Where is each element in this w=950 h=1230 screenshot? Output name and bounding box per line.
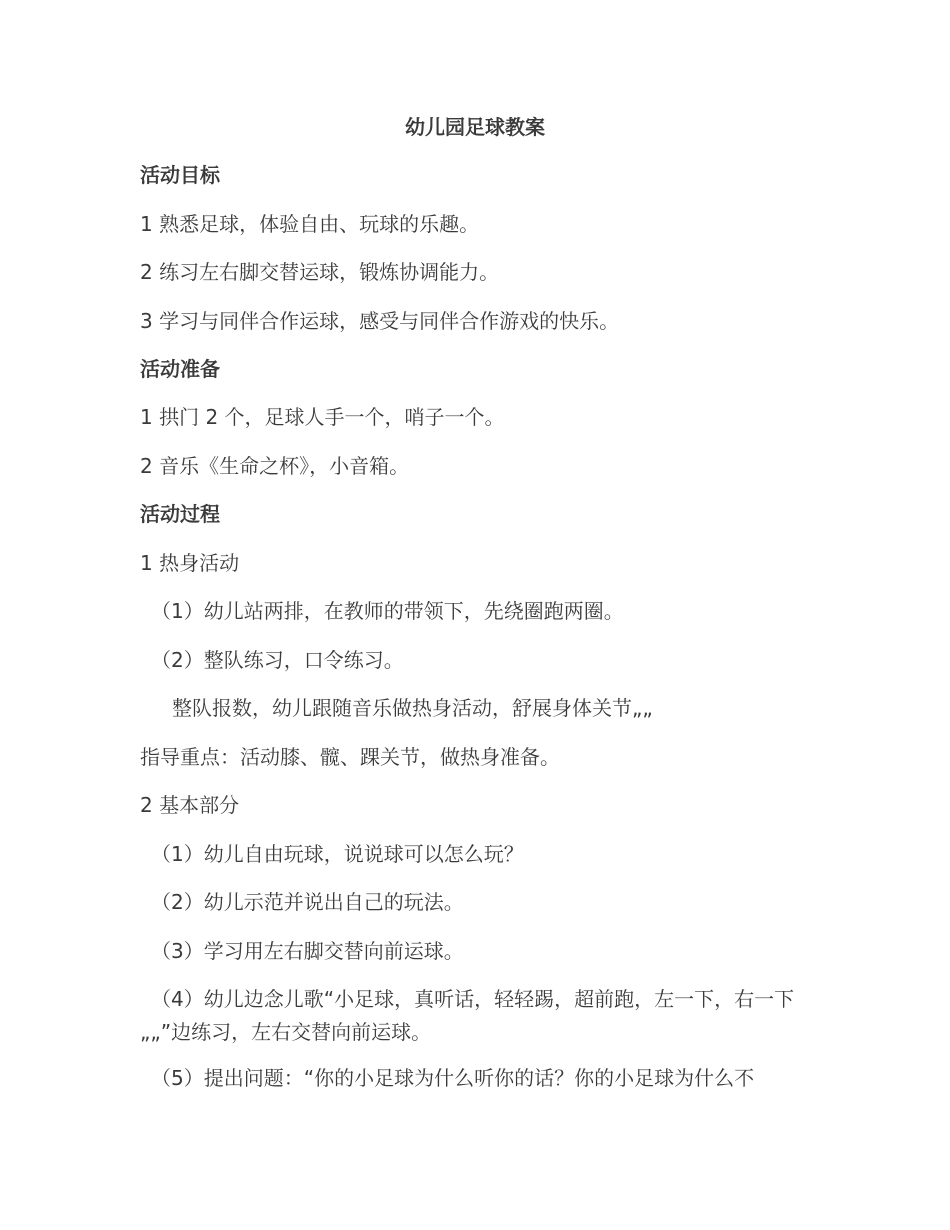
warmup-title: 1 热身活动 [140,551,240,575]
warmup-note: 整队报数，幼儿跟随音乐做热身活动，舒展身体关节„„ [172,696,653,720]
basic-title: 2 基本部分 [140,793,240,817]
basic-item-1: （1）幼儿自由玩球，说说球可以怎么玩？ [151,842,524,866]
preparation-item-2: 2 音乐《生命之杯》，小音箱。 [140,454,410,478]
document-title: 幼儿园足球教案 [405,115,545,139]
basic-item-2: （2）幼儿示范并说出自己的玩法。 [151,890,464,914]
guidance-note: 指导重点：活动膝、髋、踝关节，做热身准备。 [140,745,560,769]
basic-item-5: （5）提出问题：“你的小足球为什么听你的话？你的小足球为什么不 [151,1066,755,1090]
goal-item-3: 3 学习与同伴合作运球，感受与同伴合作游戏的快乐。 [140,309,620,333]
basic-item-4: （4）幼儿边念儿歌“小足球，真听话，轻轻踢，超前跑，左一下，右一下„„”边练习，左右交替向前运球。 [140,987,795,1044]
warmup-item-2: （2）整队练习，口令练习。 [151,648,404,672]
goal-item-1: 1 熟悉足球，体验自由、玩球的乐趣。 [140,212,480,236]
process-heading: 活动过程 [140,502,220,526]
preparation-heading: 活动准备 [140,357,220,381]
preparation-item-1: 1 拱门 2 个，足球人手一个，哨子一个。 [140,405,505,429]
warmup-item-1: （1）幼儿站两排，在教师的带领下，先绕圈跑两圈。 [151,599,624,623]
goals-heading: 活动目标 [140,163,220,187]
goal-item-2: 2 练习左右脚交替运球，锻炼协调能力。 [140,260,500,284]
basic-item-3: （3）学习用左右脚交替向前运球。 [151,939,464,963]
